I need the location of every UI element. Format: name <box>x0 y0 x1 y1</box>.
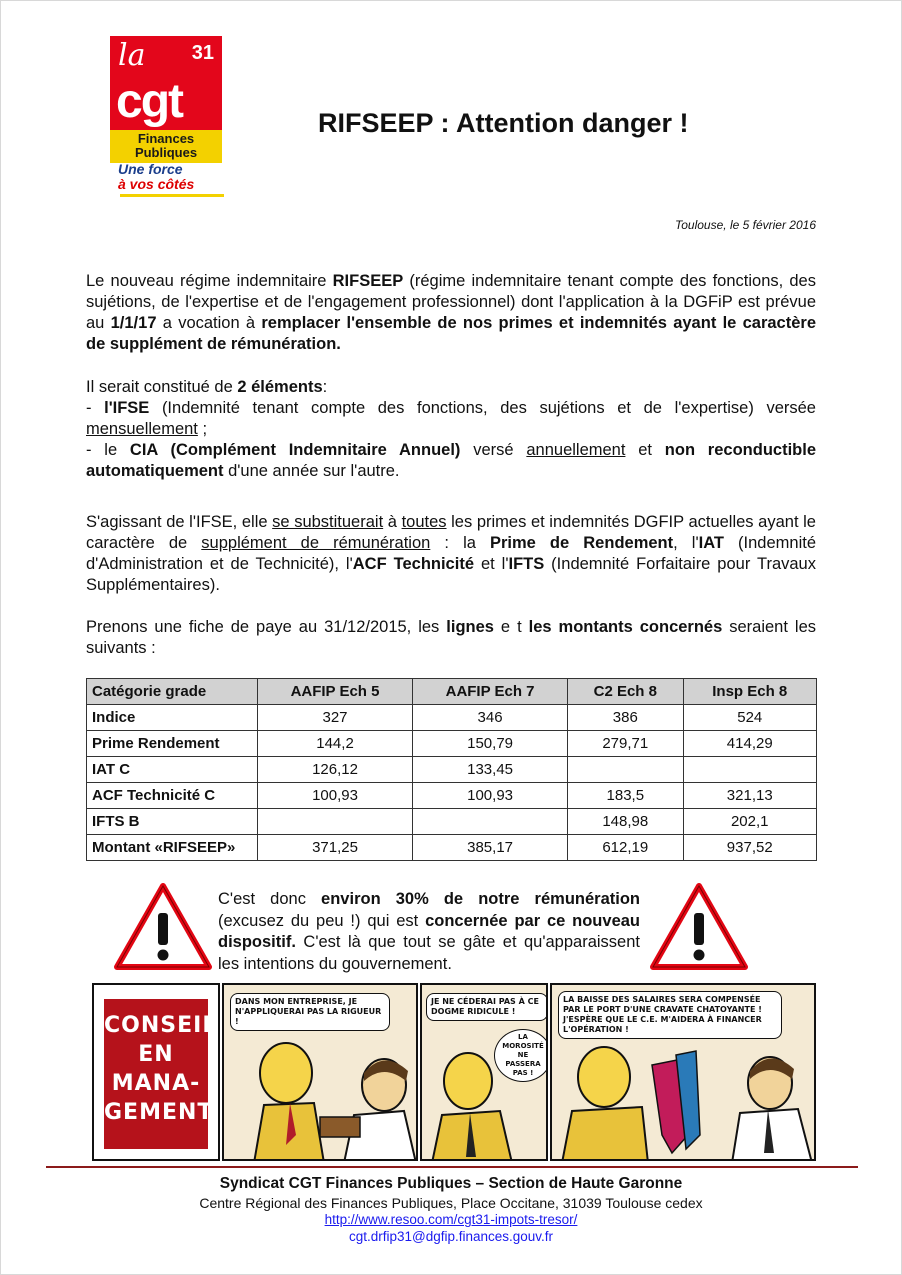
p2-semicolon: ; <box>197 420 208 438</box>
p1-rifseep: RIFSEEP <box>332 272 404 290</box>
p2-dash1: - <box>86 399 105 417</box>
footer-website-link[interactable]: http://www.resoo.com/cgt31-impots-tresor/ <box>324 1212 578 1227</box>
p3-ifts: IFTS <box>508 555 545 573</box>
table-cell: 133,45 <box>413 757 568 783</box>
warning-icon-left <box>114 883 212 971</box>
page-title: RIFSEEP : Attention danger ! <box>318 108 689 138</box>
p3-ifts-desc: (Indemnité Forfaitaire pour Travaux Supplémentaires). <box>86 555 816 594</box>
comic-title-line: MANA- <box>111 1071 201 1096</box>
p3-iat: IAT <box>698 534 724 552</box>
comic-panel-1 <box>222 983 418 1161</box>
table-cell: 524 <box>683 705 817 731</box>
cgt-logo <box>110 36 222 198</box>
p1-text-c: (régime indemnitaire tenant compte des fonctions, des sujétions, de l'expertise et de l'engagement professionnel) dont l'application à la DGFiP est prévue au <box>86 272 816 332</box>
warning-dispositif: concernée par ce nouveau dispositif. <box>218 911 640 951</box>
p2-dash2: - le <box>86 441 130 459</box>
logo-underline <box>120 194 224 197</box>
p3-text-i: , l' <box>673 534 699 552</box>
p2-cia: CIA (Complément Indemnitaire Annuel) <box>129 441 461 459</box>
warning-text-a: C'est donc <box>218 890 322 908</box>
table-row <box>87 835 817 861</box>
p4-text-e: seraient les suivants : <box>86 618 816 657</box>
comic-panel-3 <box>550 983 816 1161</box>
logo-publiques: Publiques <box>134 145 198 160</box>
table-row-label: Montant «RIFSEEP» <box>87 835 258 861</box>
paragraph-fiche-paye <box>86 617 816 659</box>
table-row-label: ACF Technicité C <box>87 783 258 809</box>
table-header-cell: C2 Ech 8 <box>568 679 683 705</box>
p2-ifse-desc: (Indemnité tenant compte des fonctions, des sujétions et de l'expertise) versée <box>149 399 816 417</box>
table-cell: 612,19 <box>568 835 683 861</box>
warning-30-percent: environ 30% de notre rémunération <box>321 890 640 908</box>
warning-text-c: (excusez du peu !) qui est <box>218 911 426 930</box>
table-row-label: Prime Rendement <box>87 731 258 757</box>
p2-mensuellement: mensuellement <box>86 420 198 438</box>
table-cell: 150,79 <box>413 731 568 757</box>
paragraph-ifse <box>86 512 816 596</box>
logo-cgt: cgt <box>116 75 182 128</box>
paragraph-elements <box>86 377 816 482</box>
comic-bubble-3: LA MOROSITÉ NE PASSERA PAS ! <box>494 1029 548 1082</box>
p3-text-e: les primes et indemnités DGFIP actuelles ayant le caractère de <box>86 513 816 552</box>
p3-text-g: : la <box>430 534 490 552</box>
logo-slogan-line2: à vos côtés <box>118 176 195 192</box>
table-row <box>87 705 817 731</box>
table-header-cell: Insp Ech 8 <box>683 679 817 705</box>
table-cell: 386 <box>568 705 683 731</box>
table-cell: 371,25 <box>258 835 413 861</box>
document-date: Toulouse, le 5 février 2016 <box>675 218 816 232</box>
p3-substituerait: se substituerait <box>272 513 384 531</box>
table-header-cell: AAFIP Ech 5 <box>258 679 413 705</box>
table-cell: 100,93 <box>258 783 413 809</box>
logo-la: la <box>118 38 146 73</box>
salary-table <box>86 678 817 861</box>
table-cell <box>568 757 683 783</box>
table-header-row <box>87 679 817 705</box>
footer-title: Syndicat CGT Finances Publiques – Section de Haute Garonne <box>219 1175 683 1192</box>
table-row <box>87 809 817 835</box>
comic-title <box>104 999 218 1149</box>
table-cell <box>683 757 817 783</box>
comic-bubble-1: DANS MON ENTREPRISE, JE N'APPLIQUERAI PAS LA RIGUEUR ! <box>230 993 390 1031</box>
comic-panel-2 <box>420 983 548 1161</box>
table-cell: 183,5 <box>568 783 683 809</box>
p2-deux-elements: 2 éléments <box>237 378 323 396</box>
table-cell: 937,52 <box>683 835 817 861</box>
table-row-label: Indice <box>87 705 258 731</box>
comic-title-line: GEMENT <box>104 1100 214 1125</box>
logo-slogan-line1: Une force <box>118 161 183 177</box>
p3-toutes: toutes <box>401 513 447 531</box>
table-cell: 144,2 <box>258 731 413 757</box>
table-cell: 327 <box>258 705 413 731</box>
table-cell: 202,1 <box>683 809 817 835</box>
p2-non-reconductible: non reconductible automatiquement <box>86 441 816 480</box>
table-cell <box>413 809 568 835</box>
p3-acf: ACF Technicité <box>352 555 474 573</box>
p3-text-m: et l' <box>474 555 509 573</box>
p4-montants: les montants concernés <box>528 618 723 636</box>
table-header-cell: Catégorie grade <box>87 679 258 705</box>
p3-iat-desc: (Indemnité d'Administration et de Technicité), l' <box>86 534 817 573</box>
logo-number: 31 <box>191 42 214 64</box>
p4-text-a: Prenons une fiche de paye au 31/12/2015, les <box>86 618 447 636</box>
p1-text-e: a vocation à <box>156 314 262 332</box>
warning-text-e: C'est là que tout se gâte et qu'apparaissent les intentions du gouvernement. <box>218 933 640 973</box>
p3-text-a: S'agissant de l'IFSE, elle <box>86 513 273 531</box>
table-cell: 148,98 <box>568 809 683 835</box>
p3-prime-rendement: Prime de Rendement <box>490 534 674 552</box>
p2-ifse: l'IFSE <box>104 399 150 417</box>
comic-panel-title <box>92 983 220 1161</box>
table-cell: 126,12 <box>258 757 413 783</box>
p3-supplement: supplément de rémunération <box>201 534 431 552</box>
comic-bubble-2: JE NE CÉDERAI PAS À CE DOGME RIDICULE ! <box>426 993 548 1021</box>
p2-verse: versé <box>460 441 527 459</box>
table-cell: 414,29 <box>683 731 817 757</box>
warning-icon-right <box>650 883 748 971</box>
p2-text-a: Il serait constitué de <box>86 378 238 396</box>
logo-finances: Finances <box>137 131 195 146</box>
p4-et: e t <box>493 618 529 636</box>
logo-finances-publiques <box>110 130 222 163</box>
paragraph-intro <box>86 271 816 355</box>
warning-text <box>218 889 640 975</box>
table-row <box>87 731 817 757</box>
footer-address: Centre Régional des Finances Publiques, Place Occitane, 31039 Toulouse cedex <box>199 1195 703 1211</box>
table-cell: 385,17 <box>413 835 568 861</box>
p1-emphasis: remplacer l'ensemble de nos primes et indemnités ayant le caractère de supplément de rémunération. <box>86 314 816 353</box>
comic-bubble-4: LA BAISSE DES SALAIRES SERA COMPENSÉE PAR LE PORT D'UNE CRAVATE CHATOYANTE ! J'ESPÈRE QUE LE C.E. M'AIDERA À FINANCER L'OPÉRATION ! <box>558 991 782 1039</box>
table-cell: 100,93 <box>413 783 568 809</box>
p1-date: 1/1/17 <box>110 314 157 332</box>
table-header-cell: AAFIP Ech 7 <box>413 679 568 705</box>
logo-slogan <box>118 162 194 192</box>
p2-annuellement: annuellement <box>526 441 626 459</box>
p2-et: et <box>625 441 665 459</box>
comic-title-line: EN <box>138 1042 174 1067</box>
table-row <box>87 783 817 809</box>
comic-title-line: CONSEIL <box>104 1013 218 1038</box>
table-row-label: IAT C <box>87 757 258 783</box>
p1-text-a: Le nouveau régime indemnitaire <box>86 272 333 290</box>
footer-email-link[interactable]: cgt.drfip31@dgfip.finances.gouv.fr <box>348 1229 554 1244</box>
footer-divider <box>46 1166 858 1168</box>
table-cell: 346 <box>413 705 568 731</box>
p2-colon: : <box>322 378 328 396</box>
table-cell <box>258 809 413 835</box>
p4-lignes: lignes <box>446 618 494 636</box>
table-row <box>87 757 817 783</box>
p3-a: à <box>383 513 402 531</box>
table-cell: 279,71 <box>568 731 683 757</box>
table-cell: 321,13 <box>683 783 817 809</box>
comic-strip <box>92 983 816 1163</box>
table-row-label: IFTS B <box>87 809 258 835</box>
p2-text-end: d'une année sur l'autre. <box>223 462 400 480</box>
